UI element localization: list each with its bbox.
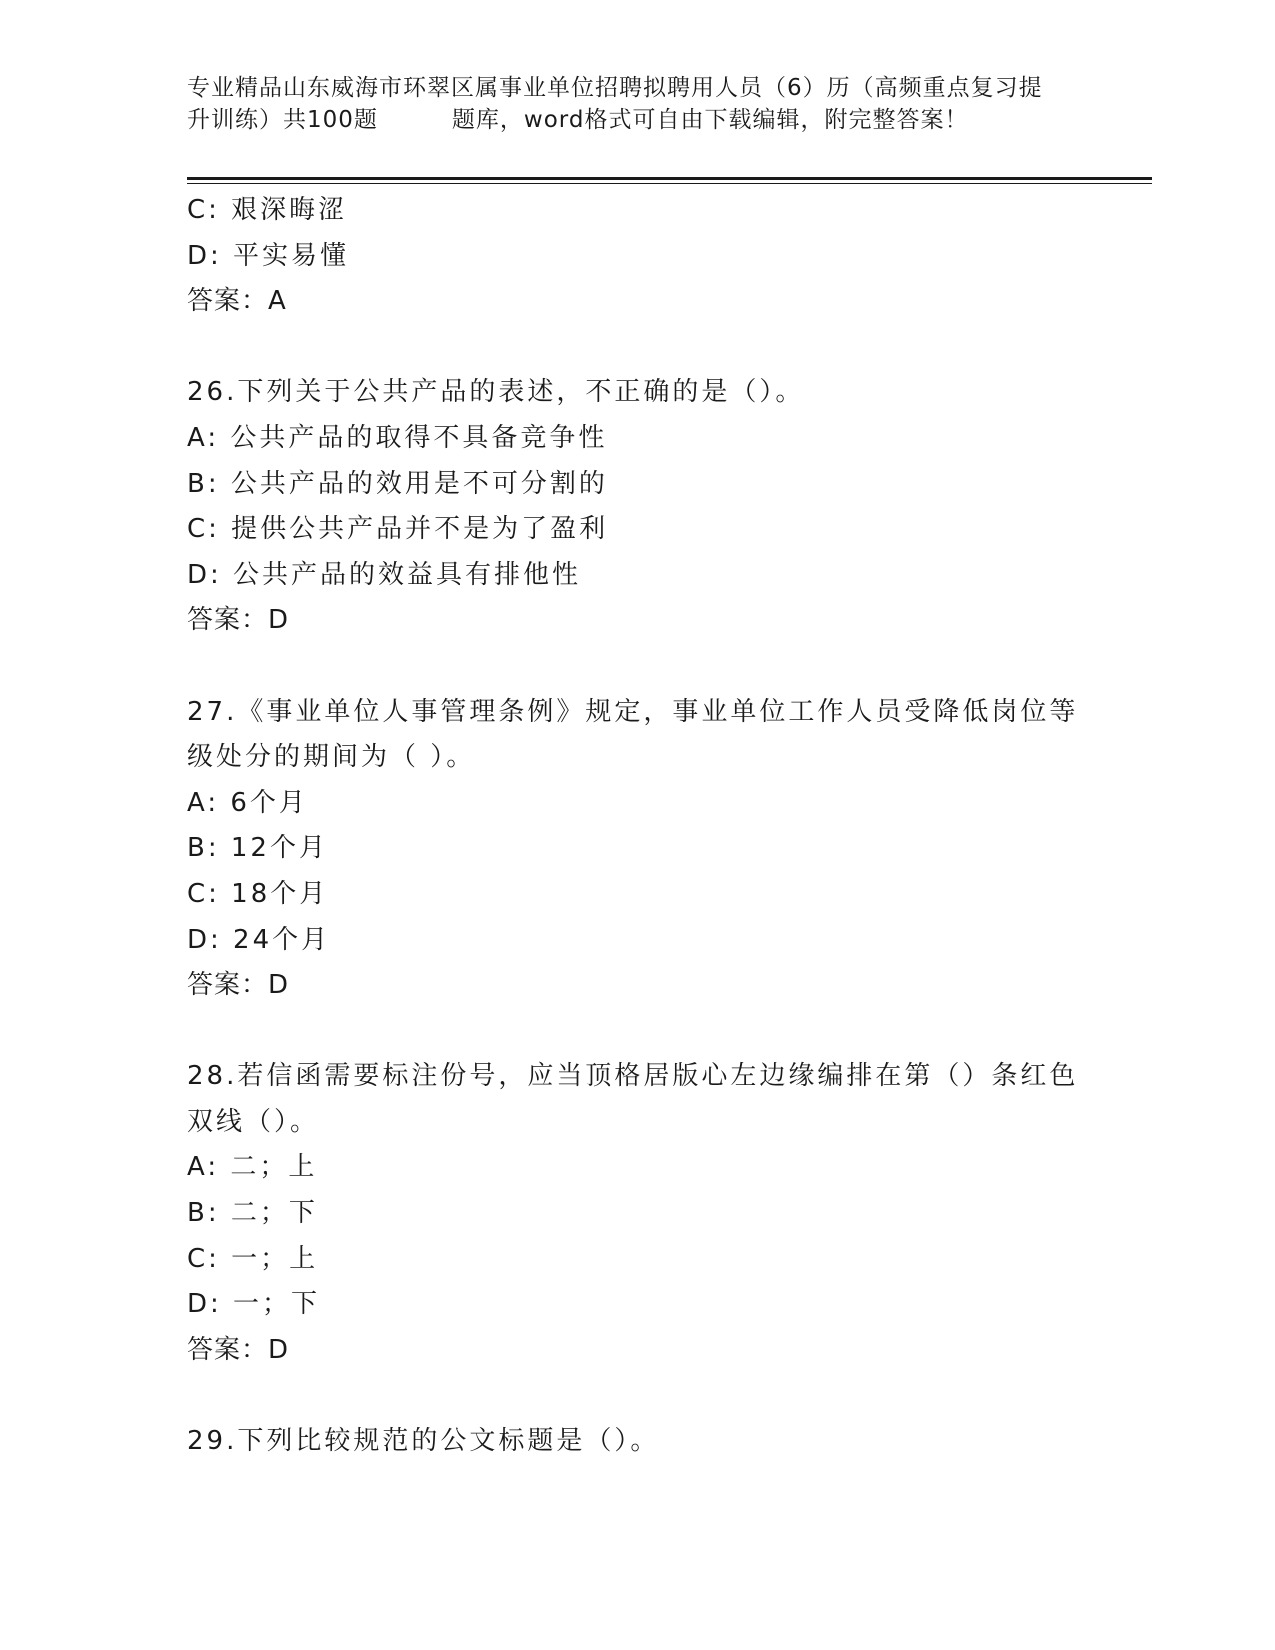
question-prev [187, 188, 1087, 325]
option-b: B: 二；下 [187, 1198, 318, 1229]
answer-line: 答案：D [187, 1334, 290, 1365]
question-stem-continued: 双线（）。 [187, 1106, 320, 1137]
header-line-2-part-1: 升训练）共100题 [187, 107, 378, 133]
option-d: D: 24个月 [187, 924, 331, 955]
option-d: D: 公共产品的效益具有排他性 [187, 559, 582, 590]
document-header [187, 72, 1087, 136]
question-26 [187, 370, 1087, 644]
answer-line: 答案：A [187, 286, 287, 317]
option-c: C: 艰深晦涩 [187, 195, 348, 225]
question-stem: 27.《事业单位人事管理条例》规定，事业单位工作人员受降低岗位等 [187, 696, 1079, 727]
question-28 [187, 1054, 1087, 1373]
question-spacer [187, 325, 1087, 371]
option-c: C: 一；上 [187, 1243, 319, 1274]
option-b: B: 12个月 [187, 833, 328, 864]
question-spacer [187, 644, 1087, 690]
option-d: D: 一；下 [187, 1289, 321, 1320]
question-stem: 26.下列关于公共产品的表述，不正确的是（）。 [187, 377, 805, 408]
option-d: D: 平实易懂 [187, 240, 350, 271]
question-27 [187, 690, 1087, 1009]
header-rule-thick [187, 177, 1152, 180]
header-line-2 [187, 104, 1087, 136]
option-c: C: 提供公共产品并不是为了盈利 [187, 514, 609, 545]
header-rule-thin [187, 183, 1152, 184]
option-a: A: 6个月 [187, 787, 308, 818]
question-stem: 28.若信函需要标注份号，应当顶格居版心左边缘编排在第（）条红色 [187, 1061, 1079, 1092]
question-29 [187, 1419, 1087, 1465]
option-a: A: 二；上 [187, 1152, 318, 1183]
header-line-2-part-2: 题库，word格式可自由下载编辑，附完整答案！ [451, 107, 969, 133]
answer-line: 答案：D [187, 970, 290, 1001]
option-c: C: 18个月 [187, 878, 329, 909]
question-list [187, 188, 1087, 1465]
answer-line: 答案：D [187, 605, 290, 636]
question-spacer [187, 1373, 1087, 1419]
header-line-1: 专业精品山东威海市环翠区属事业单位招聘拟聘用人员（6）历（高频重点复习提 [187, 75, 1043, 101]
option-a: A: 公共产品的取得不具备竞争性 [187, 422, 608, 453]
question-stem: 29.下列比较规范的公文标题是（）。 [187, 1426, 660, 1457]
question-spacer [187, 1009, 1087, 1055]
question-stem-continued: 级处分的期间为（ ）。 [187, 742, 476, 773]
option-b: B: 公共产品的效用是不可分割的 [187, 468, 608, 499]
